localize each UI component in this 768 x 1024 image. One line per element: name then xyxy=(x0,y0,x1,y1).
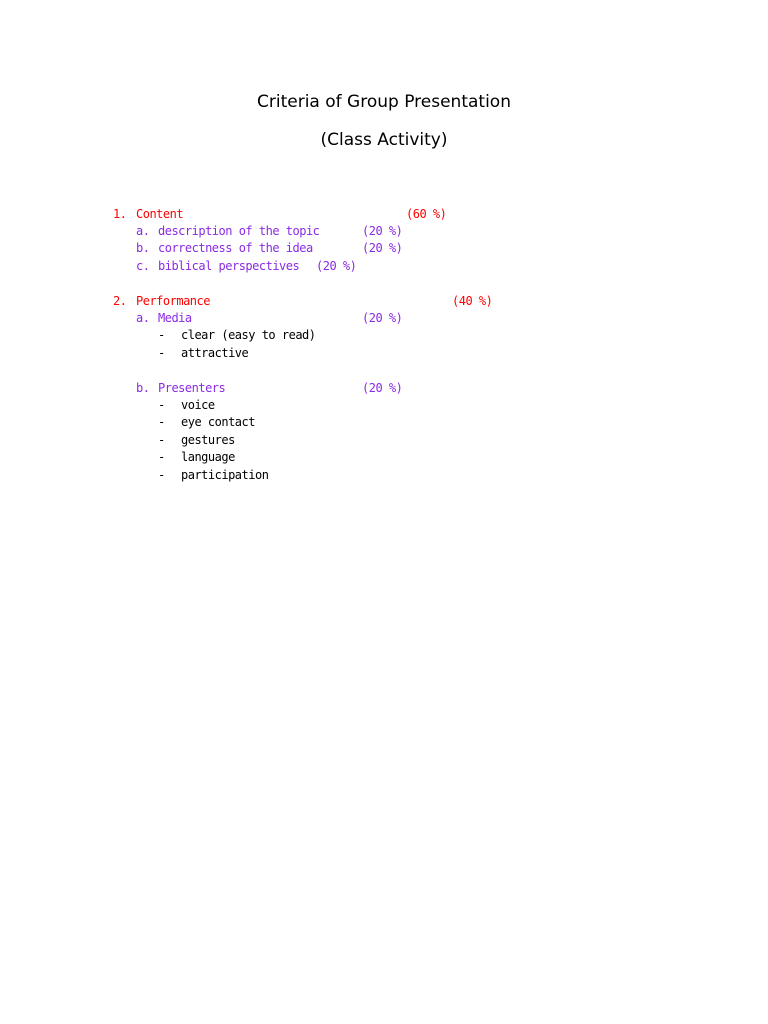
item-letter: c. xyxy=(136,259,150,273)
section-number: 1. xyxy=(113,207,127,221)
section-weight: (40 %) xyxy=(452,294,493,308)
section-label: Performance xyxy=(136,294,210,308)
bullet-item: attractive xyxy=(181,346,249,360)
item-label: Presenters xyxy=(158,381,226,395)
bullet-dash: - xyxy=(158,450,165,464)
bullet-dash: - xyxy=(158,433,165,447)
item-weight: (20 %) xyxy=(362,224,403,238)
item-label: Media xyxy=(158,311,192,325)
document-title: Criteria of Group Presentation xyxy=(257,92,511,112)
bullet-item: language xyxy=(181,450,235,464)
bullet-item: clear (easy to read) xyxy=(181,328,316,342)
item-weight: (20 %) xyxy=(362,241,403,255)
item-weight: (20 %) xyxy=(362,311,403,325)
section-weight: (60 %) xyxy=(406,207,447,221)
bullet-item: participation xyxy=(181,468,269,482)
section-number: 2. xyxy=(113,294,127,308)
bullet-item: gestures xyxy=(181,433,235,447)
item-letter: b. xyxy=(136,241,150,255)
bullet-dash: - xyxy=(158,346,165,360)
bullet-dash: - xyxy=(158,398,165,412)
item-label: correctness of the idea xyxy=(158,241,313,255)
item-letter: a. xyxy=(136,224,150,238)
item-letter: b. xyxy=(136,381,150,395)
bullet-dash: - xyxy=(158,468,165,482)
bullet-item: eye contact xyxy=(181,415,255,429)
item-label: description of the topic xyxy=(158,224,320,238)
document-subtitle: (Class Activity) xyxy=(320,130,448,150)
bullet-dash: - xyxy=(158,328,165,342)
item-letter: a. xyxy=(136,311,150,325)
bullet-item: voice xyxy=(181,398,215,412)
bullet-dash: - xyxy=(158,415,165,429)
item-weight: (20 %) xyxy=(362,381,403,395)
item-weight: (20 %) xyxy=(316,259,357,273)
section-label: Content xyxy=(136,207,184,221)
item-label: biblical perspectives xyxy=(158,259,300,273)
